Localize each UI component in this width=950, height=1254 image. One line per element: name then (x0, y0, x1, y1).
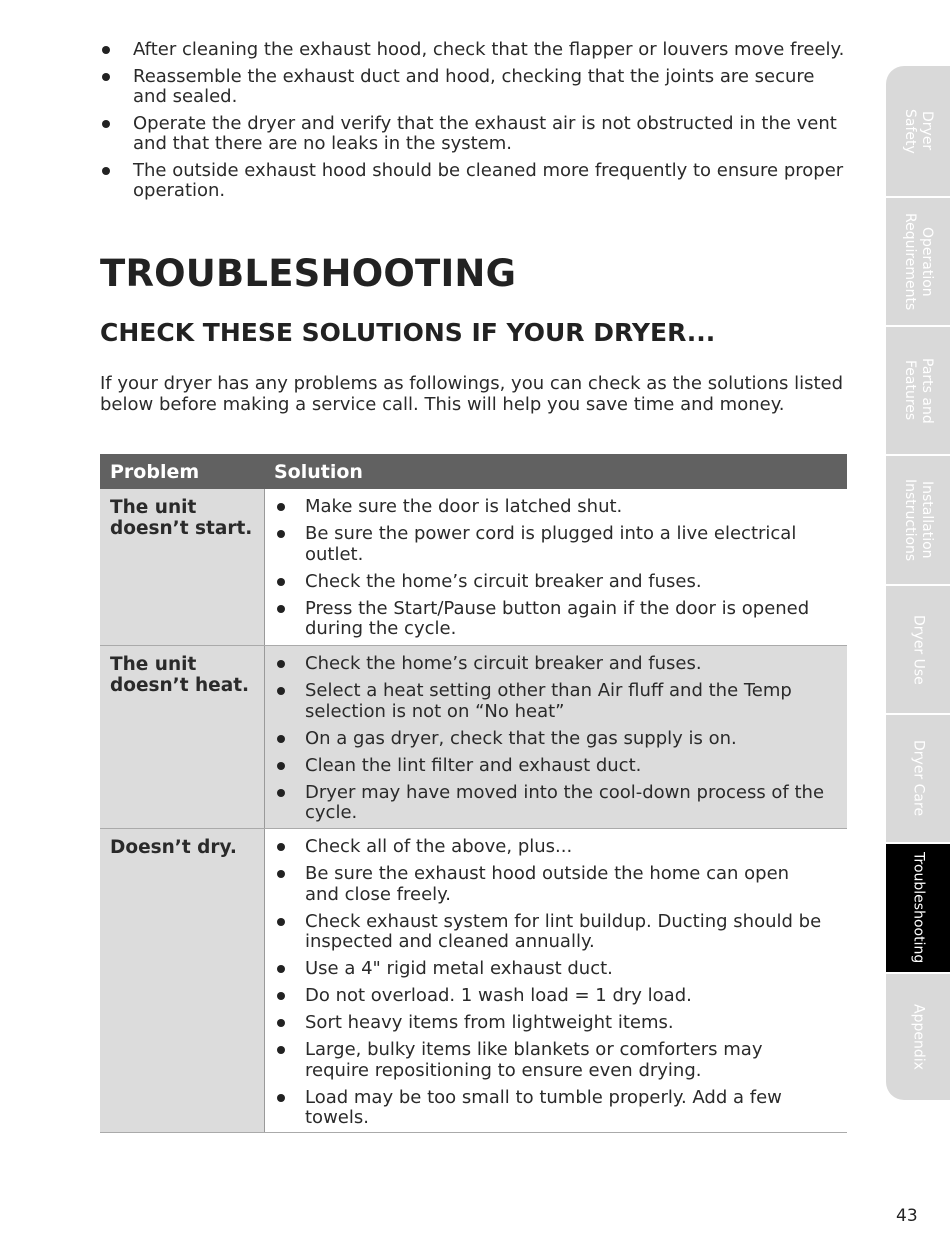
solution-cell (265, 489, 847, 645)
table-header (100, 454, 847, 489)
intro-bullet-list (100, 40, 850, 208)
tab-appendix[interactable] (886, 972, 950, 1100)
header-problem: Problem (110, 460, 200, 483)
problem-cell: The unit doesn’t heat. (100, 646, 265, 828)
page-number: 43 (896, 1206, 918, 1226)
page-title: TROUBLESHOOTING (100, 252, 517, 295)
solution-cell (265, 646, 847, 828)
solution-item: On a gas dryer, check that the gas supply is on. (274, 729, 827, 750)
section-tabs (886, 66, 950, 1100)
solution-item: Large, bulky items like blankets or comforters may require repositioning to ensure even drying. (274, 1040, 827, 1081)
intro-bullet: The outside exhaust hood should be cleaned more frequently to ensure proper operation. (100, 161, 850, 202)
table-row (100, 489, 847, 645)
solution-item: Check the home’s circuit breaker and fuses. (274, 572, 827, 593)
solution-item: Dryer may have moved into the cool-down process of the cycle. (274, 783, 827, 824)
tab-label: Troubleshooting (910, 852, 927, 964)
tab-dryer-safety[interactable] (886, 66, 950, 196)
intro-bullet: Operate the dryer and verify that the exhaust air is not obstructed in the vent and that there are no leaks in the system. (100, 114, 850, 155)
tab-label: Installation Instructions (902, 478, 935, 562)
tab-label: Parts and Features (902, 357, 935, 424)
tab-operation-requirements[interactable] (886, 196, 950, 325)
solution-cell (265, 829, 847, 1132)
intro-paragraph: If your dryer has any problems as followings, you can check as the solutions listed below before making a service call. This will help you save time and money. (100, 373, 844, 415)
tab-label: Dryer Safety (902, 108, 935, 154)
tab-troubleshooting[interactable] (886, 842, 950, 972)
solution-item: Check the home’s circuit breaker and fuses. (274, 654, 827, 675)
solution-item: Select a heat setting other than Air fluff and the Temp selection is not on “No heat” (274, 681, 827, 722)
solution-item: Use a 4" rigid metal exhaust duct. (274, 959, 827, 980)
solution-item: Be sure the exhaust hood outside the home can open and close freely. (274, 864, 827, 905)
table-row (100, 828, 847, 1132)
solution-item: Check exhaust system for lint buildup. Ducting should be inspected and cleaned annually. (274, 912, 827, 953)
tab-parts-and-features[interactable] (886, 325, 950, 454)
tab-label: Dryer Care (910, 740, 927, 817)
solution-item: Be sure the power cord is plugged into a live electrical outlet. (274, 524, 827, 565)
problem-cell: The unit doesn’t start. (100, 489, 265, 645)
tab-dryer-use[interactable] (886, 584, 950, 713)
solution-item: Sort heavy items from lightweight items. (274, 1013, 827, 1034)
tab-dryer-care[interactable] (886, 713, 950, 842)
solution-item: Clean the lint filter and exhaust duct. (274, 756, 827, 777)
solution-item: Check all of the above, plus... (274, 837, 827, 858)
header-solution: Solution (274, 460, 363, 483)
intro-bullet: Reassemble the exhaust duct and hood, checking that the joints are secure and sealed. (100, 67, 850, 108)
tab-installation-instructions[interactable] (886, 454, 950, 584)
intro-bullet: After cleaning the exhaust hood, check that the flapper or louvers move freely. (100, 40, 850, 61)
problem-cell: Doesn’t dry. (100, 829, 265, 1132)
solution-item: Press the Start/Pause button again if the door is opened during the cycle. (274, 599, 827, 640)
solution-item: Do not overload. 1 wash load = 1 dry load. (274, 986, 827, 1007)
section-subtitle: CHECK THESE SOLUTIONS IF YOUR DRYER... (100, 318, 716, 347)
solution-item: Load may be too small to tumble properly. Add a few towels. (274, 1088, 827, 1129)
tab-label: Appendix (910, 1004, 927, 1070)
table-row (100, 645, 847, 828)
troubleshooting-table (100, 454, 847, 1133)
tab-label: Dryer Use (910, 614, 927, 685)
tab-label: Operation Requirements (902, 212, 935, 311)
solution-item: Make sure the door is latched shut. (274, 497, 827, 518)
